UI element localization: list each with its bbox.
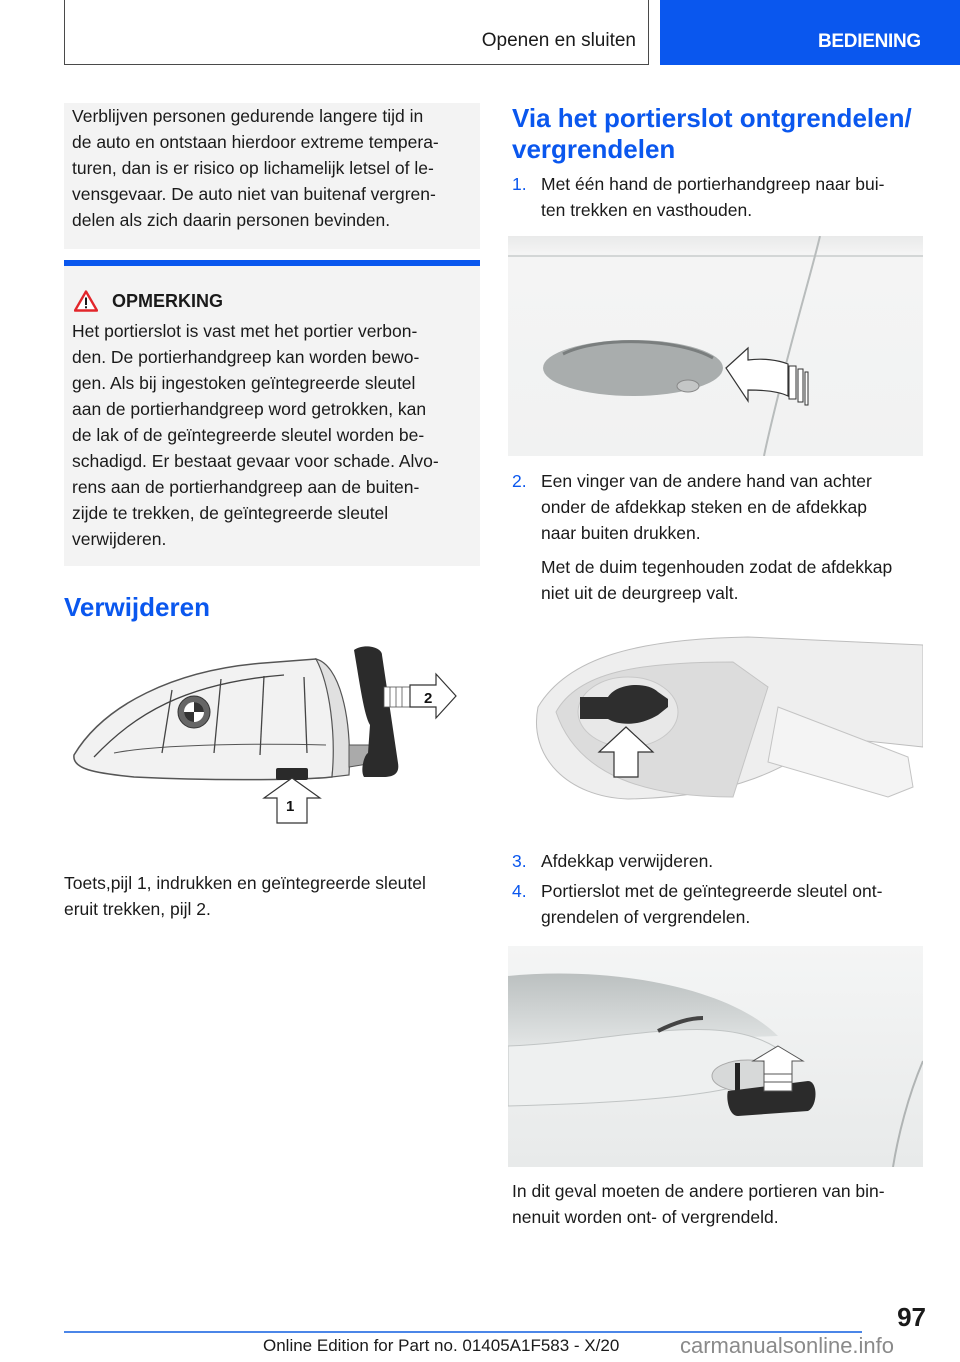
text-line: rens aan de portierhandgreep aan de buiten-: [72, 477, 420, 497]
text-line: Portierslot met de geïntegreerde sleutel ont-: [541, 881, 883, 901]
right-column: [512, 103, 932, 223]
footer-watermark: carmanualsonline.info: [680, 1333, 895, 1358]
text-line: vensgevaar. De auto niet van buitenaf vergren-: [72, 184, 436, 204]
note-title: OPMERKING: [112, 290, 224, 311]
cover-cap-illustration: [508, 627, 923, 822]
closing-text: [512, 1178, 932, 1230]
text-line: de auto en ontstaan hierdoor extreme tempera-: [72, 132, 439, 152]
text-line: Verblijven personen gedurende langere tijd in: [72, 106, 424, 126]
warning-triangle-icon: [74, 290, 98, 312]
step-number: 2.: [512, 471, 527, 491]
key-caption: [64, 870, 480, 922]
warning-continuation-box: [64, 103, 480, 249]
arrow-2-icon: [384, 674, 456, 718]
text-line: grendelen of vergrendelen.: [541, 907, 751, 927]
section-heading-verwijderen: Verwijderen: [64, 592, 210, 622]
steps-3-4-container: [512, 848, 932, 930]
step-number: 4.: [512, 881, 527, 901]
text-line: den. De portierhandgreep kan worden bewo-: [72, 347, 420, 367]
text-line: Toets,pijl 1, indrukken en geïntegreerde sleutel: [64, 873, 426, 893]
svg-text:2: 2: [424, 690, 433, 707]
step-4: [512, 878, 932, 930]
text-line: aan de portierhandgreep word getrokken, kan: [72, 399, 427, 419]
text-line: verwijderen.: [72, 529, 167, 549]
footer-edition-text: Online Edition for Part no. 01405A1F583 - X/20: [263, 1336, 620, 1355]
bmw-logo-icon: [178, 696, 210, 728]
text-line: Een vinger van de andere hand van achter: [541, 471, 872, 491]
step-1: [512, 171, 932, 223]
header-chapter-tab: [660, 0, 960, 65]
text-line: gen. Als bij ingestoken geïntegreerde sleutel: [72, 373, 416, 393]
heading-line: Via het portierslot ontgrendelen/: [512, 103, 912, 133]
warning-text: [72, 103, 472, 233]
step-number: 3.: [512, 851, 527, 871]
curved-arrow-icon: [726, 348, 808, 405]
text-line: naar buiten drukken.: [541, 523, 701, 543]
header-section-box: [64, 0, 649, 65]
key-in-lock-illustration: [508, 946, 923, 1167]
text-line: In dit geval moeten de andere portieren van bin-: [512, 1181, 885, 1201]
text-line: nenuit worden ont- of vergrendeld.: [512, 1207, 779, 1227]
text-line: ten trekken en vasthouden.: [541, 200, 753, 220]
text-line: eruit trekken, pijl 2.: [64, 899, 211, 919]
text-line: schadigd. Er bestaat gevaar voor schade. Alvo-: [72, 451, 439, 471]
header-chapter-title: BEDIENING: [818, 31, 921, 52]
header-section-title: Openen en sluiten: [481, 30, 636, 51]
text-line: turen, dan is er risico op lichamelijk letsel of le-: [72, 158, 434, 178]
text-line: Afdekkap verwijderen.: [541, 851, 714, 871]
text-line: onder de afdekkap steken en de afdekkap: [541, 497, 867, 517]
text-line: zijde te trekken, de geïntegreerde sleutel: [72, 503, 389, 523]
section-heading-via-portierslot: [512, 103, 932, 165]
text-line: delen als zich daarin personen bevinden.: [72, 210, 391, 230]
note-text: [72, 318, 472, 552]
text-line: Met één hand de portierhandgreep naar bui-: [541, 174, 885, 194]
note-header: [72, 288, 472, 314]
arrow-1-icon: [264, 778, 320, 823]
svg-text:1: 1: [286, 798, 295, 815]
step-3: [512, 848, 932, 874]
step-2-container: [512, 468, 932, 606]
step-2: [512, 468, 932, 606]
note-box: [64, 260, 480, 566]
door-handle-illustration: [508, 236, 923, 456]
step-number: 1.: [512, 174, 527, 194]
page-number: 97: [897, 1302, 926, 1332]
heading-line: vergrendelen: [512, 134, 676, 164]
text-line: Het portierslot is vast met het portier verbon-: [72, 321, 418, 341]
text-line: niet uit de deurgreep valt.: [541, 583, 739, 603]
text-line: Met de duim tegenhouden zodat de afdekkap: [541, 557, 893, 577]
key-fob-illustration: [64, 645, 480, 845]
text-line: de lak of de geïntegreerde sleutel worden be-: [72, 425, 425, 445]
